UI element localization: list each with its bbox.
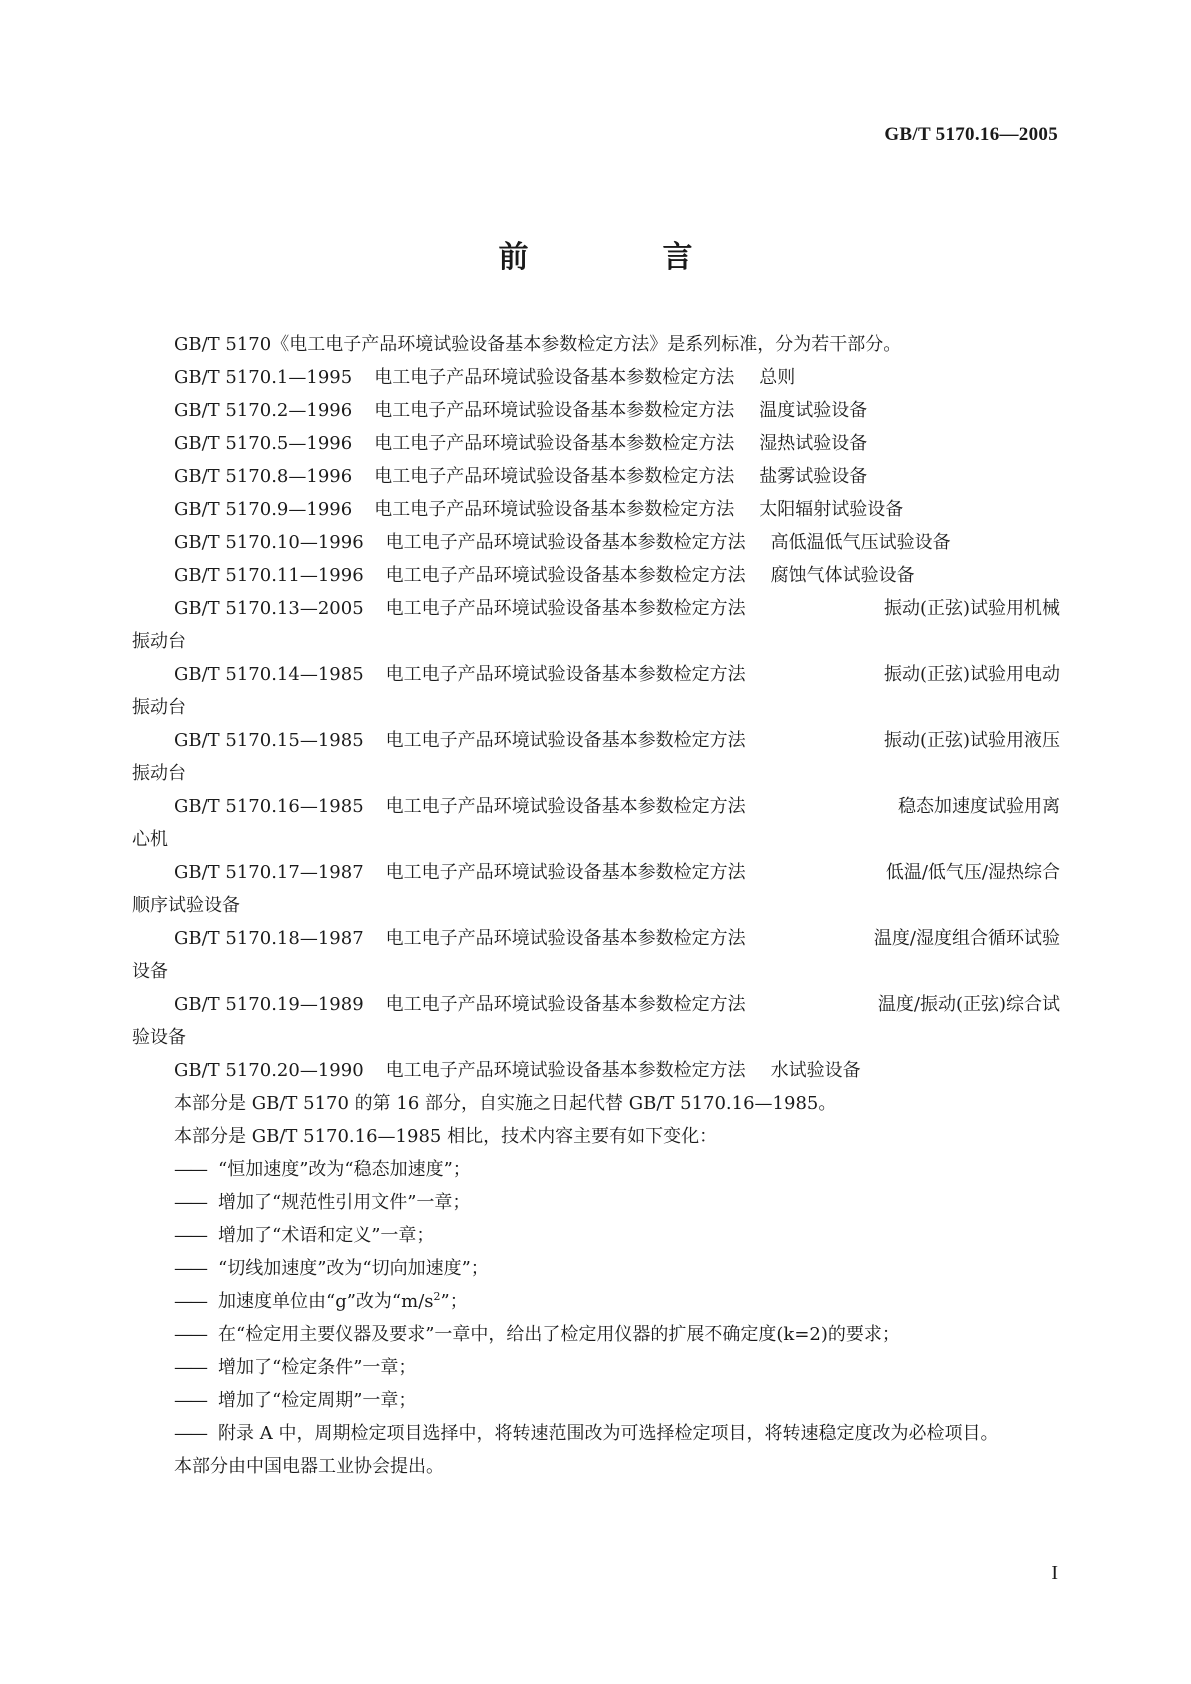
standard-code: GB/T 5170.1—1995 — [174, 367, 353, 388]
standard-topic: 高低温低气压试验设备 — [770, 532, 951, 553]
change-text: 加速度单位由“g”改为“$m/s^2$”； — [218, 1290, 468, 1312]
standard-line — [132, 394, 1060, 427]
standard-entry — [132, 922, 1060, 988]
change-text: 增加了“检定周期”一章； — [218, 1390, 417, 1411]
standard-line — [132, 922, 1060, 955]
standard-line — [132, 493, 1060, 526]
change-item — [132, 1384, 1060, 1417]
changes-list-after — [132, 1318, 1060, 1417]
changes-intro: 本部分是 GB/T 5170.16—1985 相比，技术内容主要有如下变化： — [174, 1126, 718, 1147]
change-item-annex — [132, 1417, 1060, 1450]
standard-topic-continued: 振动台 — [132, 697, 186, 718]
standard-name: 电工电子产品环境试验设备基本参数检定方法 — [385, 532, 746, 553]
standard-line — [132, 724, 1060, 757]
dash-marker: —— — [174, 1159, 206, 1180]
standard-entry — [132, 988, 1060, 1054]
page-number: I — [1051, 1562, 1058, 1584]
standard-code: GB/T 5170.19—1989 — [174, 994, 364, 1015]
standard-line — [132, 427, 1060, 460]
standard-name: 电工电子产品环境试验设备基本参数检定方法 — [385, 1060, 746, 1081]
standard-name: 电工电子产品环境试验设备基本参数检定方法 — [385, 928, 746, 949]
standard-code: GB/T 5170.9—1996 — [174, 499, 353, 520]
standard-name: 电工电子产品环境试验设备基本参数检定方法 — [385, 862, 746, 883]
dash-marker: —— — [174, 1225, 206, 1246]
standard-name: 电工电子产品环境试验设备基本参数检定方法 — [385, 730, 746, 751]
change-text: “恒加速度”改为“稳态加速度”； — [218, 1159, 471, 1180]
standard-name: 电工电子产品环境试验设备基本参数检定方法 — [385, 565, 746, 586]
dash-marker: —— — [174, 1291, 206, 1312]
change-text: 增加了“规范性引用文件”一章； — [218, 1192, 471, 1213]
standard-name: 电工电子产品环境试验设备基本参数检定方法 — [385, 994, 746, 1015]
standard-line — [132, 526, 1060, 559]
dash-marker: —— — [174, 1258, 206, 1279]
replace-note: 本部分是 GB/T 5170 的第 16 部分，自实施之日起代替 GB/T 5170.16—1985。 — [174, 1093, 837, 1114]
change-item — [132, 1351, 1060, 1384]
standard-topic: 稳态加速度试验用离 — [898, 796, 1060, 817]
standard-topic: 温度试验设备 — [759, 400, 868, 421]
standard-name: 电工电子产品环境试验设备基本参数检定方法 — [374, 466, 735, 487]
standard-entry — [132, 592, 1060, 658]
standard-entry — [132, 790, 1060, 856]
standard-entry — [132, 856, 1060, 922]
standard-code: GB/T 5170.2—1996 — [174, 400, 353, 421]
standard-line — [132, 856, 1060, 889]
standard-topic-continued: 验设备 — [132, 1027, 186, 1048]
standard-line — [132, 361, 1060, 394]
standard-topic: 腐蚀气体试验设备 — [770, 565, 915, 586]
dash-marker: —— — [174, 1423, 206, 1444]
standard-topic: 盐雾试验设备 — [759, 466, 868, 487]
standard-code: GB/T 5170.5—1996 — [174, 433, 353, 454]
standard-code: GB/T 5170.8—1996 — [174, 466, 353, 487]
standard-code: GB/T 5170.15—1985 — [174, 730, 364, 751]
standard-name: 电工电子产品环境试验设备基本参数检定方法 — [385, 796, 746, 817]
standard-topic: 总则 — [759, 367, 796, 388]
standards-list-wrapped — [132, 592, 1060, 1054]
proposer-paragraph: 本部分由中国电器工业协会提出。 — [174, 1456, 444, 1477]
standard-topic: 温度/湿度组合循环试验 — [873, 928, 1060, 949]
standard-code: GB/T 5170.10—1996 — [174, 532, 364, 553]
standard-code: GB/T 5170.16—1985 — [174, 796, 364, 817]
change-text: 增加了“术语和定义”一章； — [218, 1225, 435, 1246]
standard-topic-continued: 设备 — [132, 961, 168, 982]
change-item — [132, 1153, 1060, 1186]
dash-marker: —— — [174, 1357, 206, 1378]
standards-list — [132, 361, 1060, 592]
standard-code: GB/T 5170.13—2005 — [174, 598, 364, 619]
standard-topic-continued: 振动台 — [132, 763, 186, 784]
change-text: 增加了“检定条件”一章； — [218, 1357, 417, 1378]
change-item — [132, 1318, 1060, 1351]
standard-name: 电工电子产品环境试验设备基本参数检定方法 — [374, 367, 735, 388]
standard-line — [132, 460, 1060, 493]
standard-code-header: GB/T 5170.16—2005 — [884, 124, 1058, 145]
standard-line — [132, 592, 1060, 625]
standard-code: GB/T 5170.17—1987 — [174, 862, 364, 883]
standard-line — [132, 658, 1060, 691]
standard-topic: 太阳辐射试验设备 — [759, 499, 904, 520]
standard-topic: 温度/振动(正弦)综合试 — [877, 994, 1060, 1015]
standard-topic: 水试验设备 — [770, 1060, 861, 1081]
changes-list — [132, 1153, 1060, 1285]
change-item — [132, 1252, 1060, 1285]
standard-topic: 振动(正弦)试验用液压 — [883, 730, 1060, 751]
standard-topic: 低温/低气压/湿热综合 — [885, 862, 1060, 883]
standard-code: GB/T 5170.11—1996 — [174, 565, 364, 586]
change-item — [132, 1219, 1060, 1252]
standard-topic: 振动(正弦)试验用机械 — [883, 598, 1060, 619]
intro-paragraph: GB/T 5170《电工电子产品环境试验设备基本参数检定方法》是系列标准，分为若干部分。 — [174, 334, 902, 355]
change-text: 在“检定用主要仪器及要求”一章中，给出了检定用仪器的扩展不确定度(k=2)的要求； — [218, 1324, 900, 1345]
dash-marker: —— — [174, 1192, 206, 1213]
standard-name: 电工电子产品环境试验设备基本参数检定方法 — [374, 400, 735, 421]
standard-name: 电工电子产品环境试验设备基本参数检定方法 — [385, 664, 746, 685]
standard-entry — [132, 724, 1060, 790]
standard-line — [132, 988, 1060, 1021]
standard-code: GB/T 5170.14—1985 — [174, 664, 364, 685]
change-text: “切线加速度”改为“切向加速度”； — [218, 1258, 489, 1279]
dash-marker: —— — [174, 1390, 206, 1411]
standard-name: 电工电子产品环境试验设备基本参数检定方法 — [374, 499, 735, 520]
document-body — [132, 328, 1060, 1483]
change-item — [132, 1285, 1060, 1318]
standard-code: GB/T 5170.20—1990 — [174, 1060, 364, 1081]
standard-topic-continued: 振动台 — [132, 631, 186, 652]
dash-marker: —— — [174, 1324, 206, 1345]
change-text: 附录 A 中，周期检定项目选择中，将转速范围改为可选择检定项目，将转速稳定度改为必检项目。 — [218, 1423, 999, 1444]
change-item — [132, 1186, 1060, 1219]
standard-topic-continued: 心机 — [132, 829, 168, 850]
standard-code: GB/T 5170.18—1987 — [174, 928, 364, 949]
standard-name: 电工电子产品环境试验设备基本参数检定方法 — [374, 433, 735, 454]
standard-line — [132, 559, 1060, 592]
standard-topic-continued: 顺序试验设备 — [132, 895, 240, 916]
standard-line — [132, 1054, 1060, 1087]
standard-entry — [132, 658, 1060, 724]
page-title: 前 言 — [498, 240, 745, 275]
standard-topic: 湿热试验设备 — [759, 433, 868, 454]
standard-topic: 振动(正弦)试验用电动 — [883, 664, 1060, 685]
standard-line — [132, 790, 1060, 823]
standard-name: 电工电子产品环境试验设备基本参数检定方法 — [385, 598, 746, 619]
